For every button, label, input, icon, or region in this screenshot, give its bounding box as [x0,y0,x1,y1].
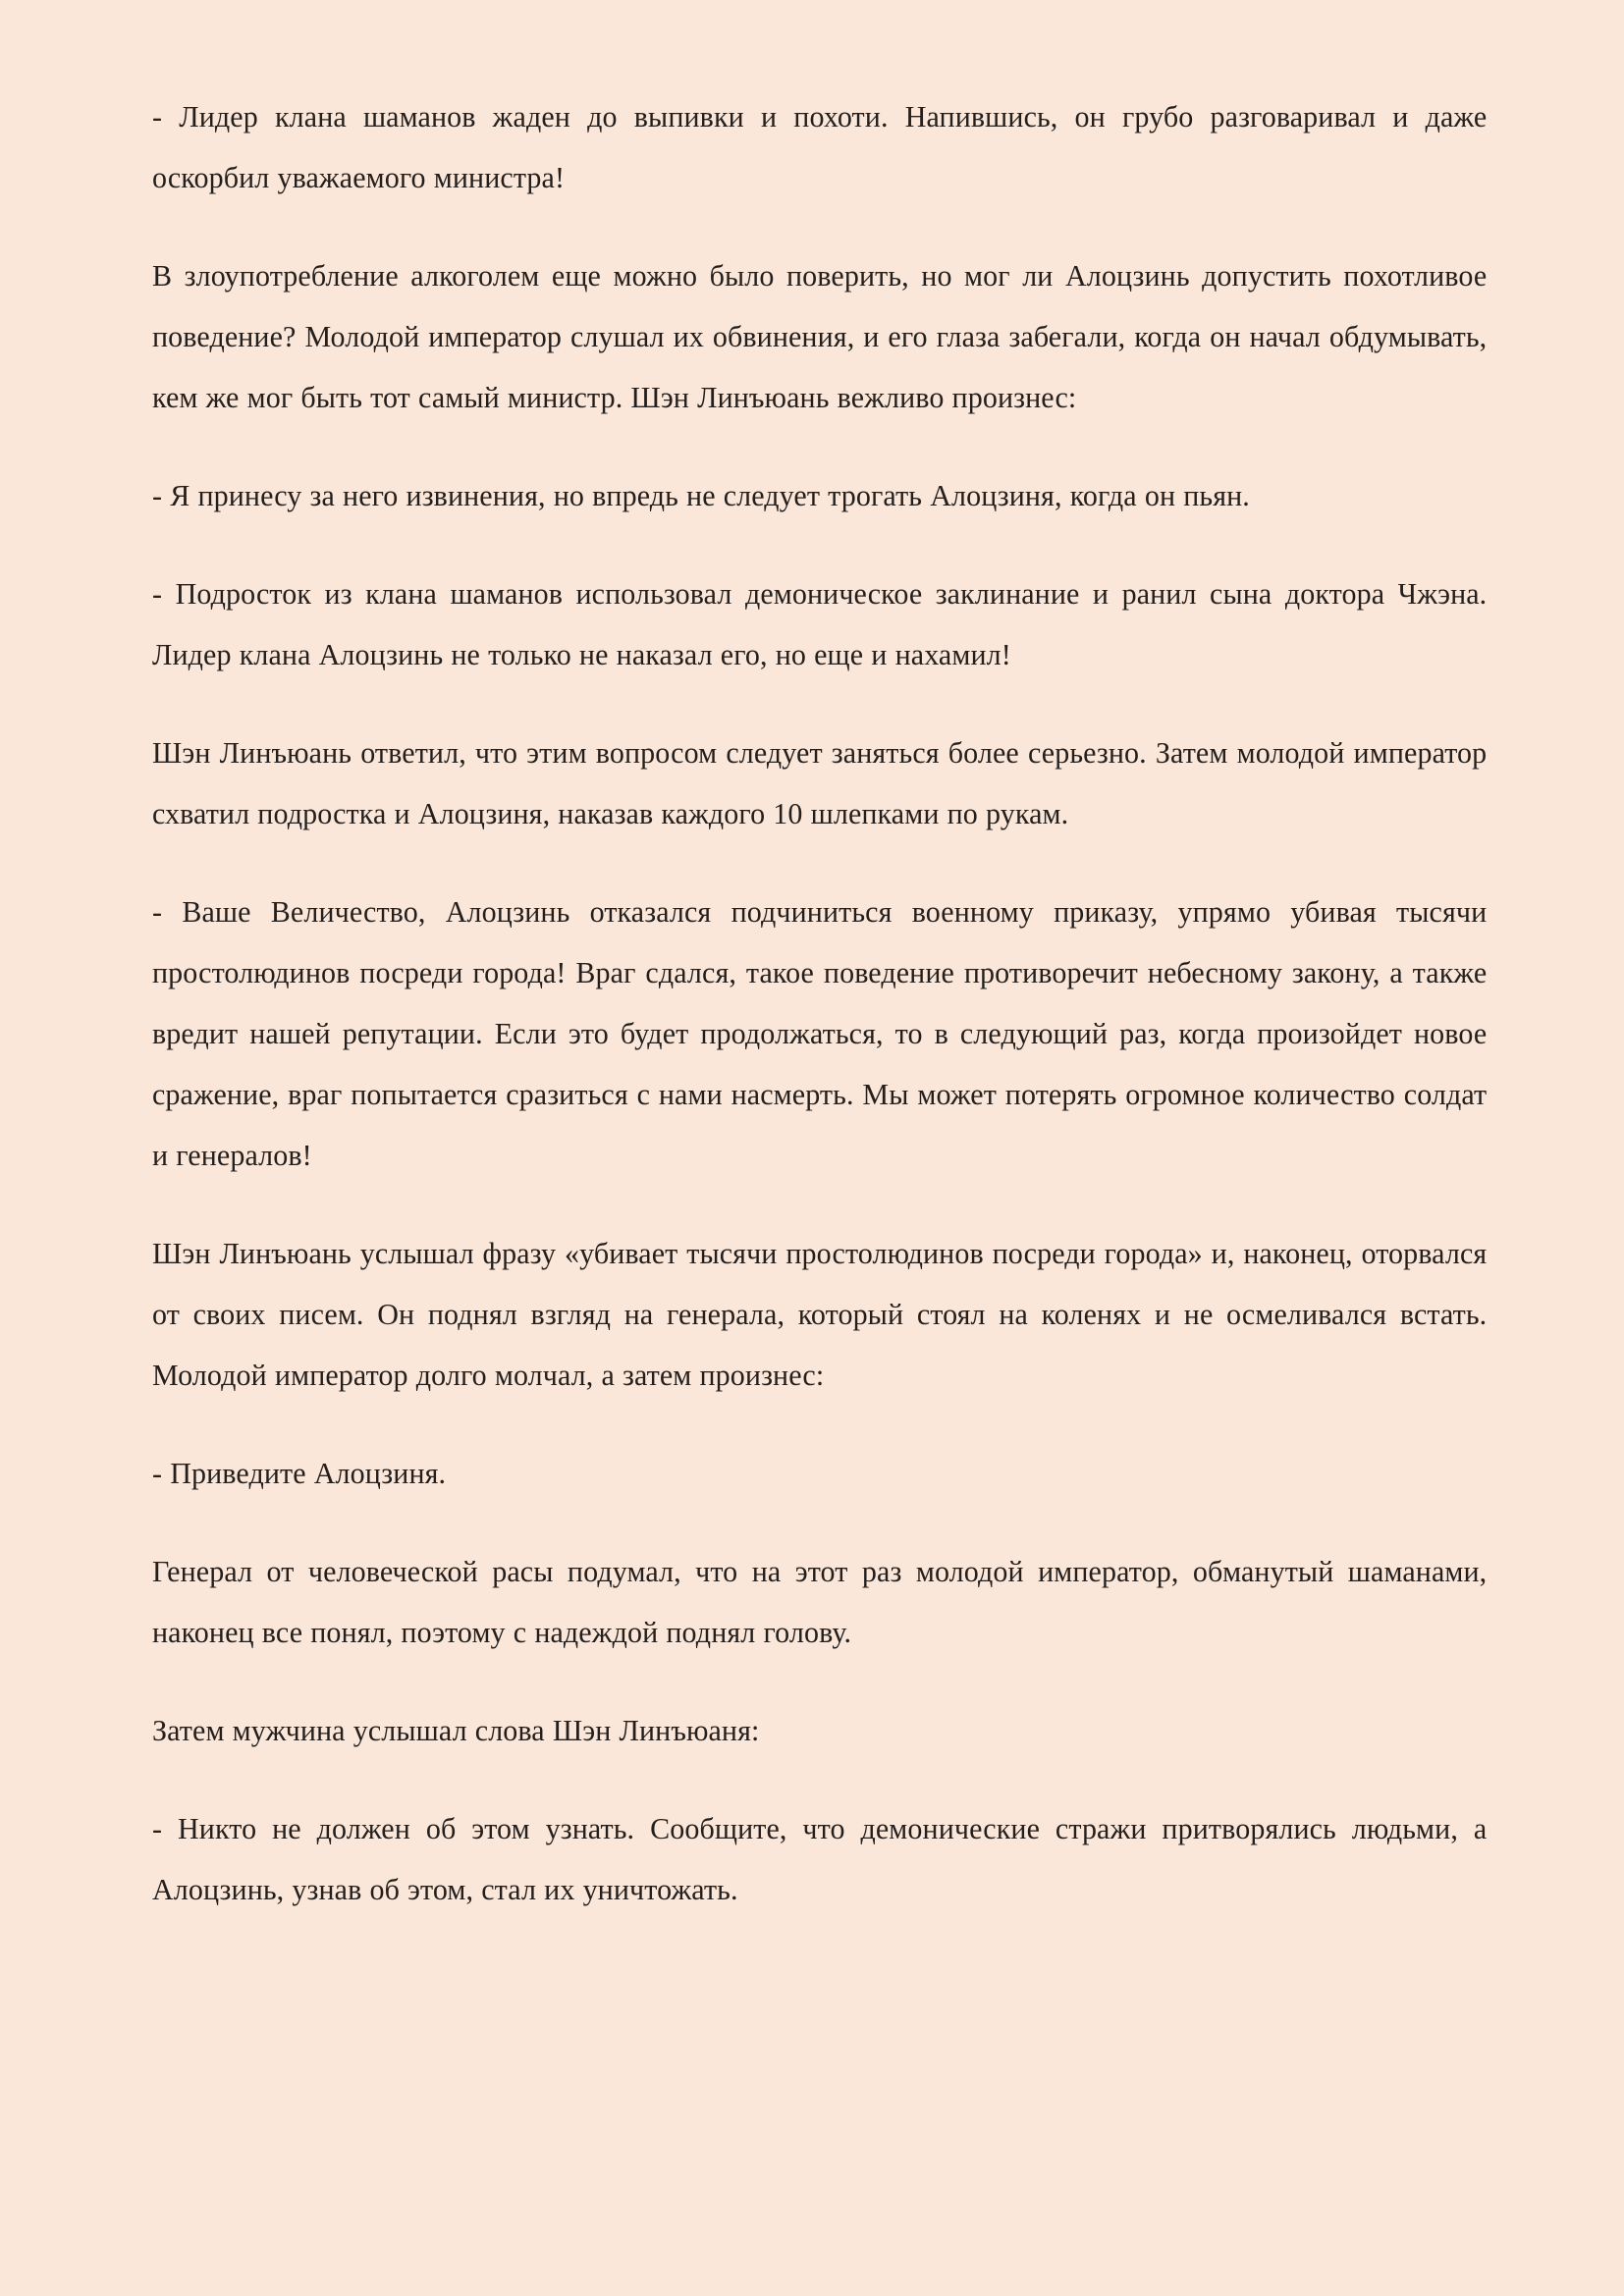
paragraph [152,1223,1507,1406]
paragraph-text: - Ваше Величество, Алоцзинь отказался подчиниться военному приказу, упрямо убивая тысячи простолюдинов посреди города! Враг сдался, такое поведение противоречит небесному закону, а также вредит нашей репутации. Если это будет продолжаться, то в следующий раз, когда произойдет новое сражение, враг попытается сразиться с нами насмерть. Мы может потерять огромное количество солдат и генералов! [152,895,1488,1172]
paragraph [152,1798,1507,1920]
paragraph [152,245,1507,428]
paragraph [152,881,1507,1186]
paragraph-text: Генерал от человеческой расы подумал, что на этот раз молодой император, обманутый шаманами, наконец все понял, поэтому с надеждой поднял голову. [152,1555,1488,1649]
paragraph [152,722,1507,844]
paragraph [152,86,1507,208]
paragraph-text: - Подросток из клана шаманов использовал демоническое заклинание и ранил сына доктора Чжэна. Лидер клана Алоцзинь не только не наказал его, но еще и нахамил! [152,577,1488,671]
paragraph-text: - Лидер клана шаманов жаден до выпивки и похоти. Напившись, он грубо разговаривал и даже оскорбил уважаемого министра! [152,100,1488,194]
paragraph-text: В злоупотребление алкоголем еще можно было поверить, но мог ли Алоцзинь допустить похотливое поведение? Молодой император слушал их обвинения, и его глаза забегали, когда он начал обдумывать, кем же мог быть тот самый министр. Шэн Линъюань вежливо произнес: [152,259,1488,414]
paragraph-text: Шэн Линъюань услышал фразу «убивает тысячи простолюдинов посреди города» и, наконец, оторвался от своих писем. Он поднял взгляд на генерала, который стоял на коленях и не осмеливался встать. Молодой император долго молчал, а затем произнес: [152,1237,1488,1392]
paragraph-text: Затем мужчина услышал слова Шэн Линъюаня: [152,1714,760,1747]
paragraph-text: - Никто не должен об этом узнать. Сообщите, что демонические стражи притворялись людьми, а Алоцзинь, узнав об этом, стал их уничтожать. [152,1812,1488,1906]
paragraph [152,1700,1507,1761]
paragraph [152,1541,1507,1663]
paragraph [152,563,1507,685]
paragraph [152,1443,1507,1504]
paragraph-text: - Я принесу за него извинения, но впредь не следует трогать Алоцзиня, когда он пьян. [152,479,1250,512]
paragraph-text: - Приведите Алоцзиня. [152,1457,447,1490]
paragraph [152,465,1507,526]
paragraph-text: Шэн Линъюань ответил, что этим вопросом следует заняться более серьезно. Затем молодой император схватил подростка и Алоцзиня, наказав каждого 10 шлепками по рукам. [152,736,1488,830]
document-body [152,86,1507,1920]
